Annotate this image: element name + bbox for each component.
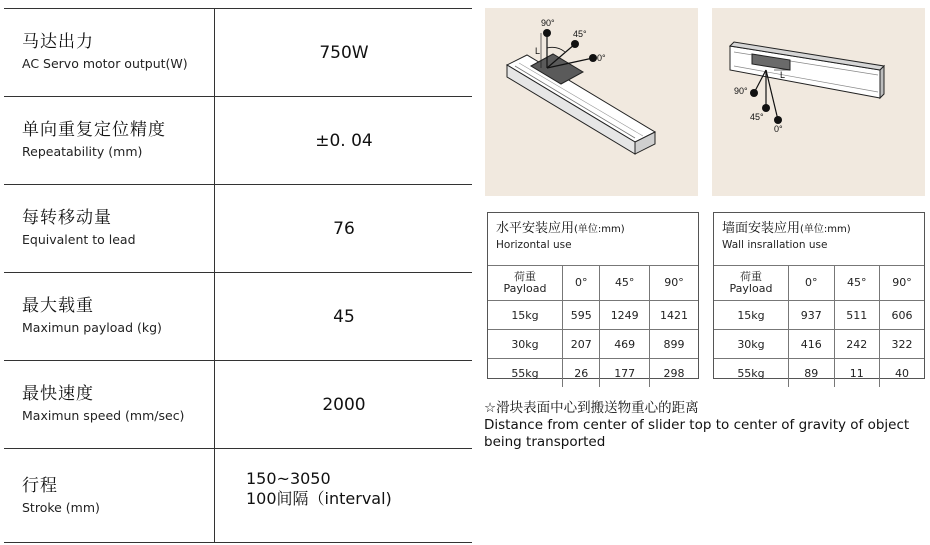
angle-45-label: 45° xyxy=(573,29,587,39)
spec-value xyxy=(216,449,472,542)
angle-90-label: 90° xyxy=(541,18,555,28)
table-title-en: Horizontal use xyxy=(496,239,572,251)
angle-45-label: 45° xyxy=(750,112,764,122)
spec-value: 750W xyxy=(319,42,369,63)
value-cell: 177 xyxy=(600,359,649,388)
spec-label xyxy=(22,119,166,161)
table-row xyxy=(714,330,924,359)
table-row xyxy=(488,359,698,388)
angle-header: 45° xyxy=(834,266,880,301)
value-cell: 298 xyxy=(649,359,698,388)
column-divider xyxy=(214,97,215,184)
column-divider xyxy=(214,273,215,360)
table-row xyxy=(714,301,924,330)
payload-header xyxy=(714,266,789,301)
footnote xyxy=(484,400,924,451)
spec-label xyxy=(22,31,188,73)
payload-header-en: Payload xyxy=(729,282,773,295)
value-cell: 595 xyxy=(563,301,600,330)
column-divider xyxy=(214,449,215,542)
angle-90-label: 90° xyxy=(734,86,748,96)
value-cell: 1249 xyxy=(600,301,649,330)
angle-0-label: 0° xyxy=(597,53,606,63)
horizontal-mount-illustration xyxy=(485,8,698,196)
angle-0-label: 0° xyxy=(774,124,783,134)
payload-header-zh: 荷重 xyxy=(740,270,762,283)
value-cell: 40 xyxy=(880,359,925,388)
payload-cell: 30kg xyxy=(714,330,789,359)
angle-header: 90° xyxy=(649,266,698,301)
wall-mount-drawing xyxy=(712,8,925,196)
stroke-range: 150~3050 xyxy=(246,469,331,488)
spec-label-en: Stroke (mm) xyxy=(22,500,100,515)
wall-use-table xyxy=(713,212,925,379)
horizontal-use-table xyxy=(487,212,699,379)
spec-value: 45 xyxy=(333,306,355,327)
wall-mount-illustration xyxy=(712,8,925,196)
spec-label-zh: 行程 xyxy=(22,476,58,496)
payload-cell: 55kg xyxy=(714,359,789,388)
column-divider xyxy=(214,361,215,448)
spec-row-lead xyxy=(4,185,472,273)
spec-row-repeatability xyxy=(4,97,472,185)
angle-header: 0° xyxy=(563,266,600,301)
table-row xyxy=(488,330,698,359)
spec-label-en: AC Servo motor output(W) xyxy=(22,56,188,71)
table-title-zh xyxy=(722,221,851,238)
value-cell: 1421 xyxy=(649,301,698,330)
footnote-zh: ☆滑块表面中心到搬送物重心的距离 xyxy=(484,400,699,416)
payload-cell: 30kg xyxy=(488,330,563,359)
footnote-en: Distance from center of slider top to center of gravity of object being transported xyxy=(484,417,910,450)
spec-label-en: Maximun payload (kg) xyxy=(22,320,162,335)
payload-header-zh: 荷重 xyxy=(514,270,536,283)
table-header-row xyxy=(714,266,924,301)
payload-header-en: Payload xyxy=(503,282,547,295)
table-title xyxy=(496,221,625,252)
title-zh-text: 水平安装应用 xyxy=(496,221,575,236)
value-cell: 11 xyxy=(834,359,880,388)
value-cell: 511 xyxy=(834,301,880,330)
spec-row-payload xyxy=(4,273,472,361)
payload-cell: 15kg xyxy=(714,301,789,330)
unit-label: (单位:mm) xyxy=(800,224,851,235)
table-header-row xyxy=(488,266,698,301)
load-table xyxy=(714,265,924,387)
spec-row-motor-output xyxy=(4,9,472,97)
spec-label-en: Maximun speed (mm/sec) xyxy=(22,408,185,423)
stroke-interval: 100间隔（interval) xyxy=(246,489,392,508)
length-label: L xyxy=(535,46,541,56)
value-cell: 899 xyxy=(649,330,698,359)
spec-value: ±0. 04 xyxy=(315,130,373,151)
spec-label-en: Repeatability (mm) xyxy=(22,144,143,159)
spec-label-zh: 马达出力 xyxy=(22,32,94,52)
payload-header xyxy=(488,266,563,301)
spec-label xyxy=(22,475,100,517)
payload-cell: 55kg xyxy=(488,359,563,388)
value-cell: 26 xyxy=(563,359,600,388)
table-row xyxy=(714,359,924,388)
spec-label xyxy=(22,207,136,249)
load-table xyxy=(488,265,698,387)
spec-label-zh: 最快速度 xyxy=(22,384,94,404)
payload-cell: 15kg xyxy=(488,301,563,330)
spec-value: 2000 xyxy=(322,394,366,415)
spec-label xyxy=(22,383,184,425)
angle-header: 45° xyxy=(600,266,649,301)
angle-header: 0° xyxy=(789,266,835,301)
spec-label-zh: 最大载重 xyxy=(22,296,94,316)
table-row xyxy=(488,301,698,330)
unit-label: (单位:mm) xyxy=(574,224,625,235)
length-label: L xyxy=(780,70,786,80)
value-cell: 416 xyxy=(789,330,835,359)
spec-row-speed xyxy=(4,361,472,449)
value-cell: 469 xyxy=(600,330,649,359)
value-cell: 207 xyxy=(563,330,600,359)
value-cell: 242 xyxy=(834,330,880,359)
table-title xyxy=(722,221,851,252)
title-zh-text: 墙面安装应用 xyxy=(722,221,801,236)
table-title-en: Wall insrallation use xyxy=(722,239,828,251)
column-divider xyxy=(214,185,215,272)
table-title-zh xyxy=(496,221,625,238)
column-divider xyxy=(214,9,215,96)
value-cell: 937 xyxy=(789,301,835,330)
spec-label-zh: 每转移动量 xyxy=(22,208,112,228)
value-cell: 89 xyxy=(789,359,835,388)
spec-row-stroke xyxy=(4,449,472,542)
value-cell: 606 xyxy=(880,301,925,330)
horizontal-mount-drawing xyxy=(485,8,698,196)
spec-value: 76 xyxy=(333,218,355,239)
spec-label-zh: 单向重复定位精度 xyxy=(22,120,166,140)
angle-header: 90° xyxy=(880,266,925,301)
value-cell: 322 xyxy=(880,330,925,359)
spec-label xyxy=(22,295,162,337)
spec-label-en: Equivalent to lead xyxy=(22,232,136,247)
spec-table xyxy=(4,8,472,543)
